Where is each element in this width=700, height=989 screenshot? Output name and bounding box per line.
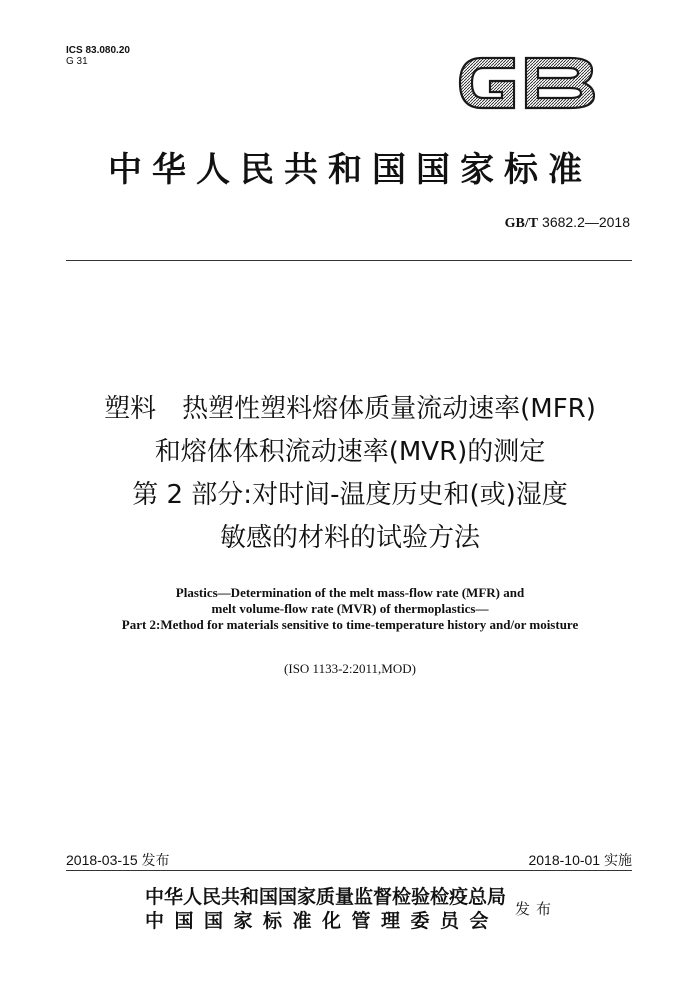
publish-label: 发布 — [515, 900, 558, 918]
issuing-authorities — [145, 885, 506, 933]
iso-reference: (ISO 1133-2:2011,MOD) — [284, 661, 416, 676]
chinese-title — [0, 388, 700, 560]
gb-logo — [452, 48, 602, 118]
ccs-code: G 31 — [66, 56, 88, 67]
footer-divider — [66, 870, 632, 871]
chinese-title-line: 塑料 热塑性塑料熔体质量流动速率(MFR) — [104, 394, 596, 424]
national-standard-title: 中华人民共和国国家标准 — [108, 150, 592, 190]
chinese-title-line: 第 2 部分:对时间-温度历史和(或)湿度 — [132, 480, 568, 510]
chinese-title-line: 和熔体体积流动速率(MVR)的测定 — [154, 437, 546, 467]
issuer-line: 中华人民共和国国家质量监督检验检疫总局 — [145, 886, 507, 908]
issuer-line: 中国国家标准化管理委员会 — [145, 910, 500, 932]
standard-code: 3682.2—2018 — [542, 214, 630, 230]
issue-date: 2018-03-15 发布 — [66, 852, 170, 868]
header-divider — [66, 260, 632, 261]
english-title — [0, 585, 700, 633]
chinese-title-line: 敏感的材料的试验方法 — [219, 523, 480, 553]
standard-prefix: GB/T — [504, 216, 539, 231]
ics-code: ICS 83.080.20 — [66, 45, 130, 56]
standard-number — [505, 214, 630, 232]
english-title-line: melt volume-flow rate (MVR) of thermoplastics— — [211, 601, 489, 616]
classification-codes — [66, 45, 130, 67]
english-title-line: Plastics—Determination of the melt mass-flow rate (MFR) and — [175, 585, 525, 600]
english-title-line: Part 2:Method for materials sensitive to time-temperature history and/or moisture — [121, 617, 579, 632]
implementation-date: 2018-10-01 实施 — [528, 852, 632, 868]
gb-logo-icon — [452, 48, 602, 118]
